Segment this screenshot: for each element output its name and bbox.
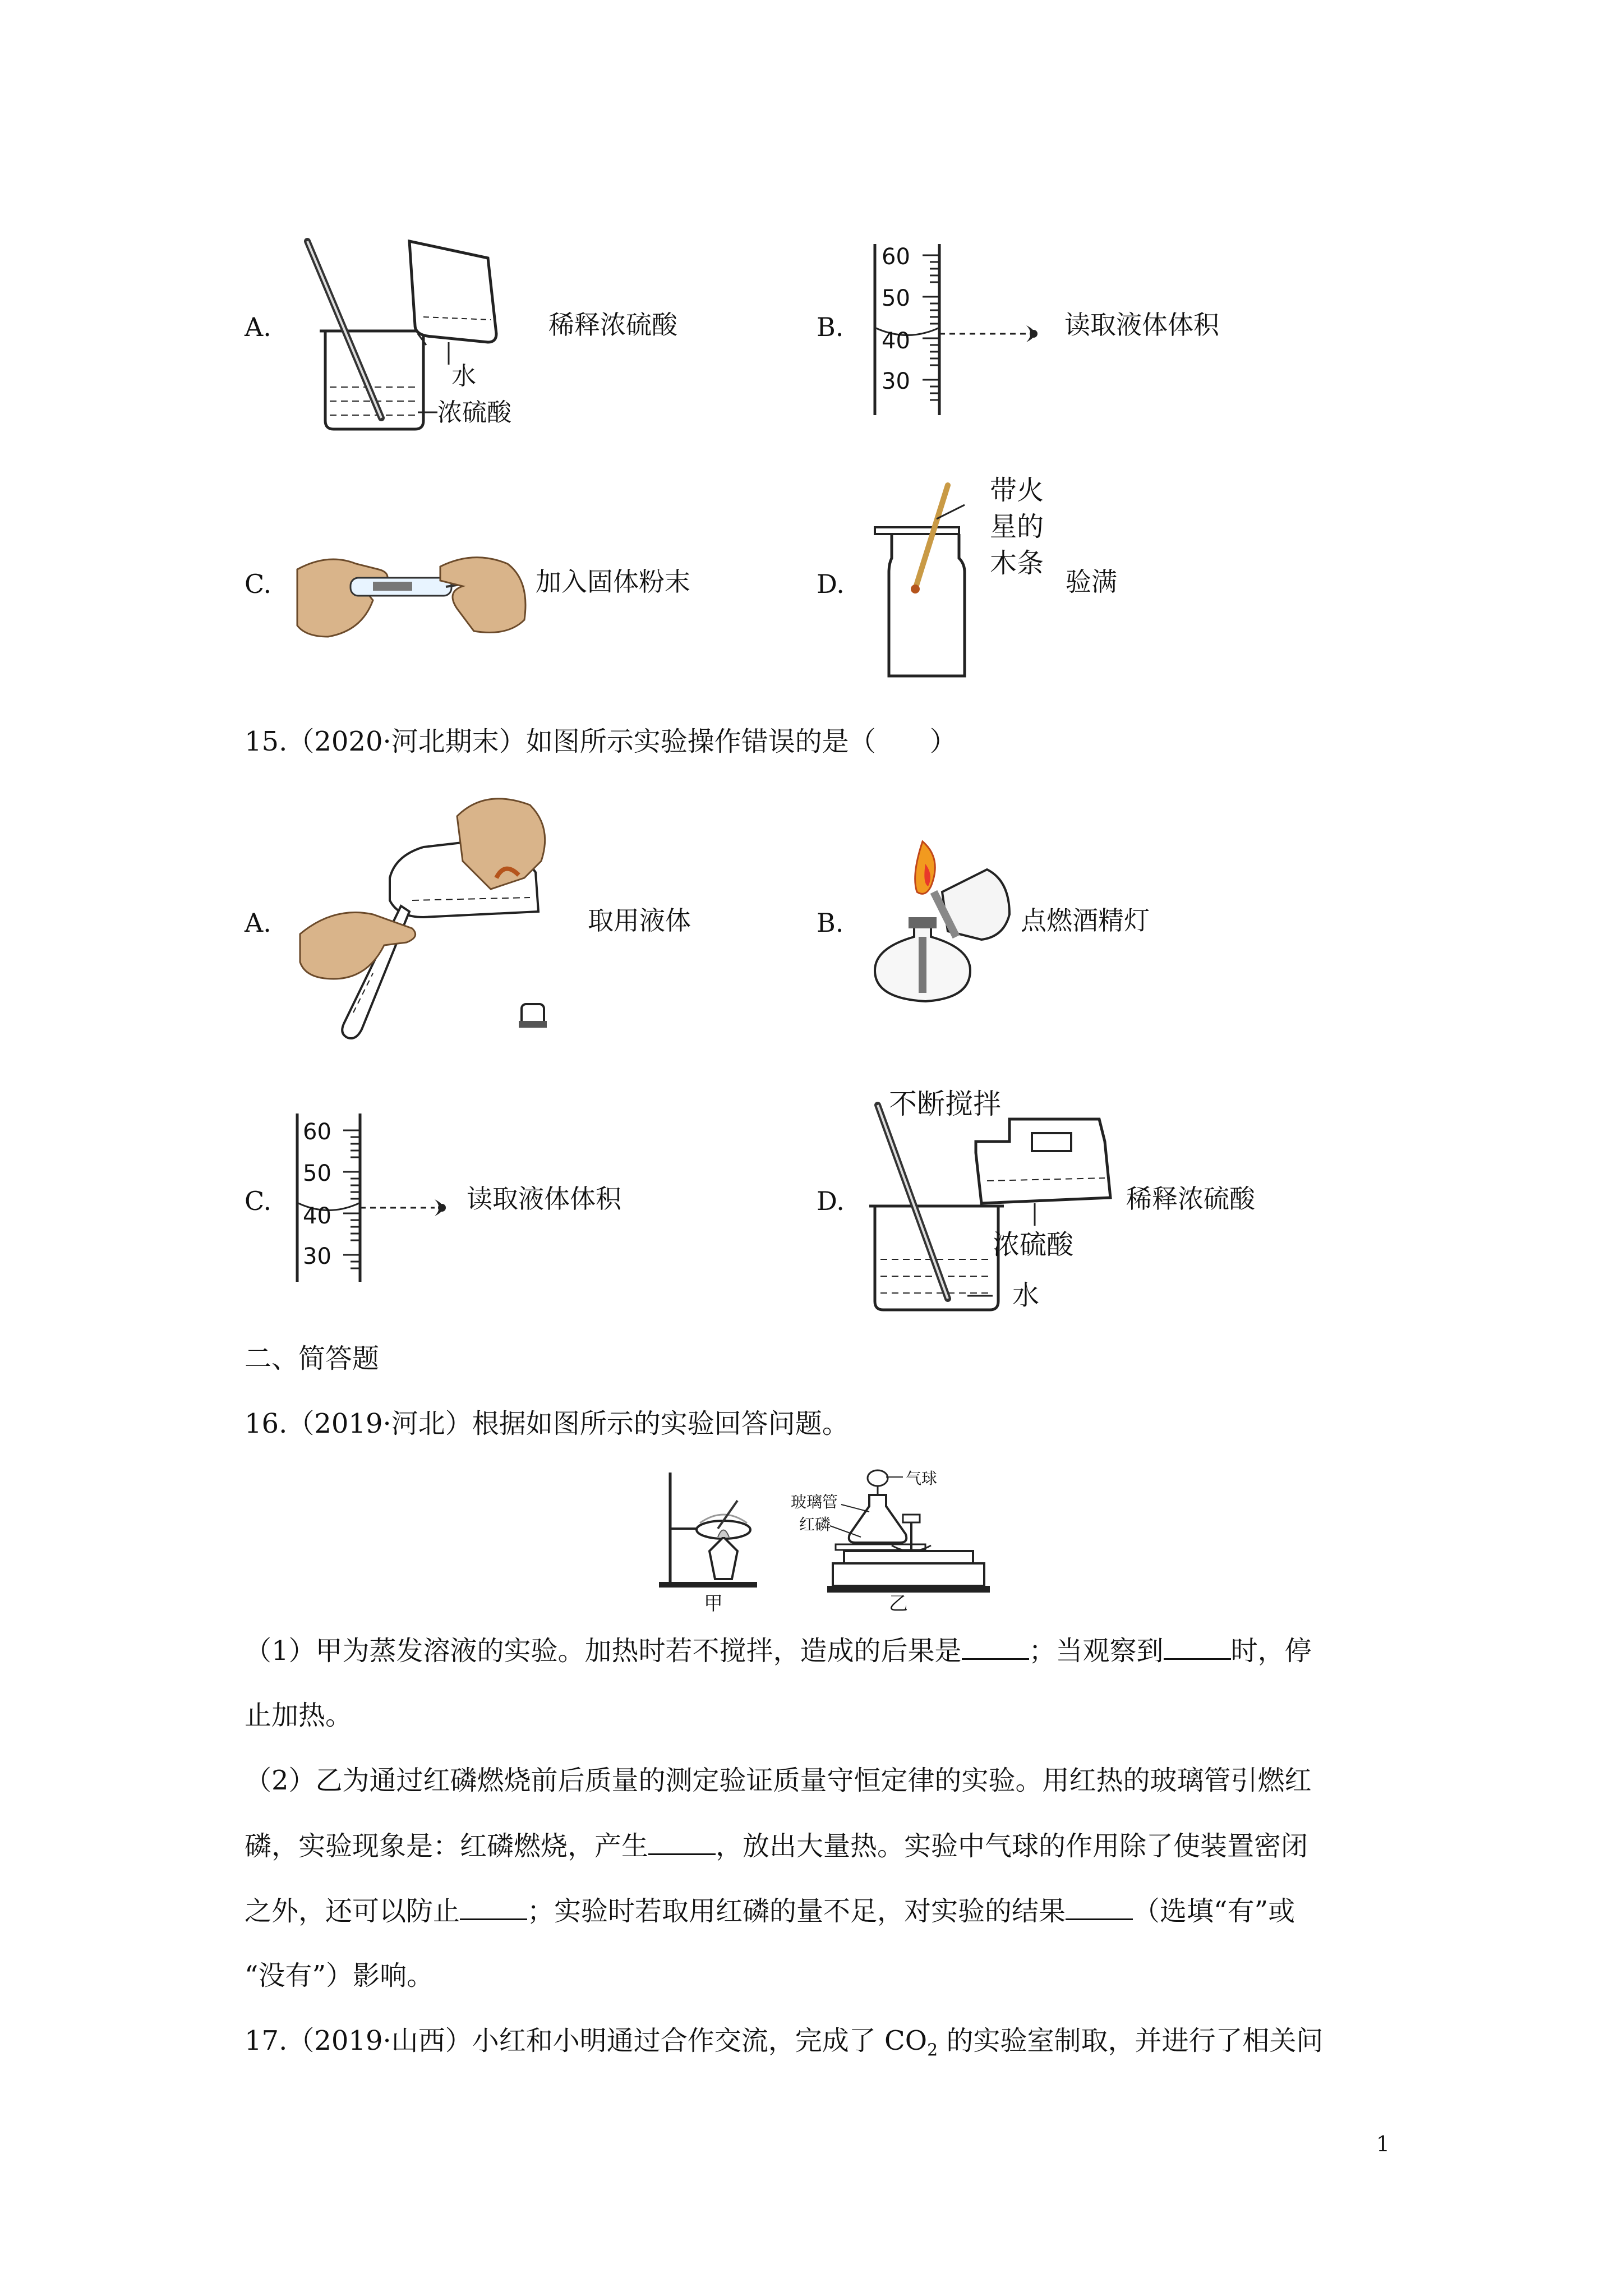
section-title: 二、简答题: [245, 1343, 380, 1374]
q16-blank-4[interactable]: [460, 1897, 527, 1920]
q16-part2-line4: “没有”）影响。: [245, 1960, 434, 1991]
q16-part2-text-a: 磷，实验现象是：红磷燃烧，产生: [245, 1830, 649, 1862]
q14-option-c-caption: 加入固体粉末: [536, 567, 690, 597]
q15-option-d-caption: 稀释浓硫酸: [1126, 1184, 1255, 1214]
q17-stem-text-b: 的实验室制取，并进行了相关问: [938, 2025, 1324, 2056]
q16-part1-text-b: ；当观察到: [1029, 1635, 1164, 1667]
q15-option-c-caption: 读取液体体积: [467, 1184, 621, 1214]
q15-d-label-water: 水: [1012, 1280, 1040, 1311]
q16-part2-text-b: ，放出大量热。实验中气球的作用除了使装置密闭: [716, 1830, 1308, 1862]
q17-stem-text-a: 17.（2019·山西）小红和小明通过合作交流，完成了 CO: [245, 2025, 928, 2056]
q14-option-d-caption: 验满: [1066, 567, 1117, 597]
q14-c-solid-powder-figure: [294, 547, 530, 648]
q16-part2-line2: [245, 1832, 1308, 1860]
q16-blank-1[interactable]: [962, 1637, 1029, 1660]
q15-d-label-acid: 浓硫酸: [993, 1229, 1074, 1260]
q16-part1-text-c: 时，停: [1230, 1635, 1312, 1667]
q16-figure-jia: [656, 1467, 763, 1613]
q15-c-tick-50: 50: [303, 1161, 331, 1186]
q16-part1-text-a: （1）甲为蒸发溶液的实验。加热时若不搅拌，造成的后果是: [245, 1635, 962, 1667]
q17-stem: [245, 2027, 1323, 2059]
q14-option-b-caption: 读取液体体积: [1064, 310, 1219, 340]
q14-a-label-acid: 浓硫酸: [437, 398, 511, 427]
q15-d-label-stir: 不断搅拌: [889, 1088, 1001, 1120]
q14-option-a-caption: 稀释浓硫酸: [548, 310, 677, 340]
q17-stem-subscript: 2: [927, 2040, 938, 2060]
q14-d-label-line2: 星的: [990, 511, 1044, 542]
q14-b-tick-30: 30: [882, 369, 910, 394]
q15-d-dilute-acid-figure: [864, 1080, 1144, 1321]
q15-option-a-caption: 取用液体: [588, 905, 691, 936]
q14-a-label-water: 水: [451, 362, 476, 390]
q16-part2-line3: [245, 1897, 1295, 1925]
q14-d-test-full-figure: [869, 474, 1071, 682]
q16-blank-5[interactable]: [1066, 1897, 1133, 1920]
q15-c-tick-30: 30: [303, 1244, 331, 1269]
q16-blank-3[interactable]: [648, 1832, 716, 1855]
q15-b-alcohol-lamp-figure: [858, 830, 1026, 1015]
q16-part2-text-c: 之外，还可以防止: [245, 1895, 460, 1927]
q15-c-cylinder-figure: [292, 1114, 460, 1287]
q15-a-take-liquid-figure: [300, 794, 580, 1052]
q16-blank-2[interactable]: [1164, 1637, 1231, 1660]
q15-option-b-caption: 点燃酒精灯: [1021, 905, 1150, 936]
q15-c-tick-60: 60: [303, 1119, 331, 1145]
q14-d-label-line1: 带火: [990, 475, 1044, 506]
q16-part1-line1: [245, 1635, 1312, 1667]
q14-option-b-letter: B.: [817, 312, 844, 342]
q16-figure-label-balloon: 气球: [906, 1469, 938, 1488]
q15-stem: 15.（2020·河北期末）如图所示实验操作错误的是（ ）: [245, 726, 957, 757]
q16-part2-text-e: （选填“有”或: [1133, 1895, 1295, 1927]
q15-option-c-letter: C.: [245, 1186, 272, 1216]
q14-b-tick-40: 40: [882, 328, 910, 354]
q15-c-tick-40: 40: [303, 1203, 331, 1229]
q15-option-d-letter: D.: [817, 1186, 845, 1216]
q16-figure-jia-caption: 甲: [704, 1593, 723, 1615]
q14-b-tick-60: 60: [882, 244, 910, 270]
q15-option-a-letter: A.: [245, 908, 271, 938]
page-number: 1: [1376, 2132, 1390, 2156]
q14-b-tick-50: 50: [882, 286, 910, 311]
q16-part2-text-d: ；实验时若取用红磷的量不足，对实验的结果: [527, 1895, 1066, 1927]
q16-part1-line2: 止加热。: [245, 1700, 353, 1731]
q16-part2-line1: （2）乙为通过红磷燃烧前后质量的测定验证质量守恒定律的实验。用红热的玻璃管引燃红: [245, 1765, 1312, 1796]
q14-option-d-letter: D.: [817, 569, 845, 599]
q16-stem: 16.（2019·河北）根据如图所示的实验回答问题。: [245, 1408, 849, 1439]
q14-d-label-line3: 木条: [990, 547, 1044, 579]
q16-figure-yi: [791, 1461, 976, 1613]
q15-option-b-letter: B.: [817, 908, 844, 938]
q14-b-cylinder-figure: [864, 244, 1060, 418]
q16-figure-yi-caption: 乙: [889, 1593, 908, 1615]
q16-figure-label-phosphorus: 红磷: [799, 1515, 831, 1534]
q14-a-dilute-acid-figure: [303, 236, 538, 443]
q14-option-c-letter: C.: [245, 569, 272, 599]
q14-option-a-letter: A.: [245, 312, 271, 342]
q16-figure-label-tube: 玻璃管: [791, 1493, 838, 1511]
